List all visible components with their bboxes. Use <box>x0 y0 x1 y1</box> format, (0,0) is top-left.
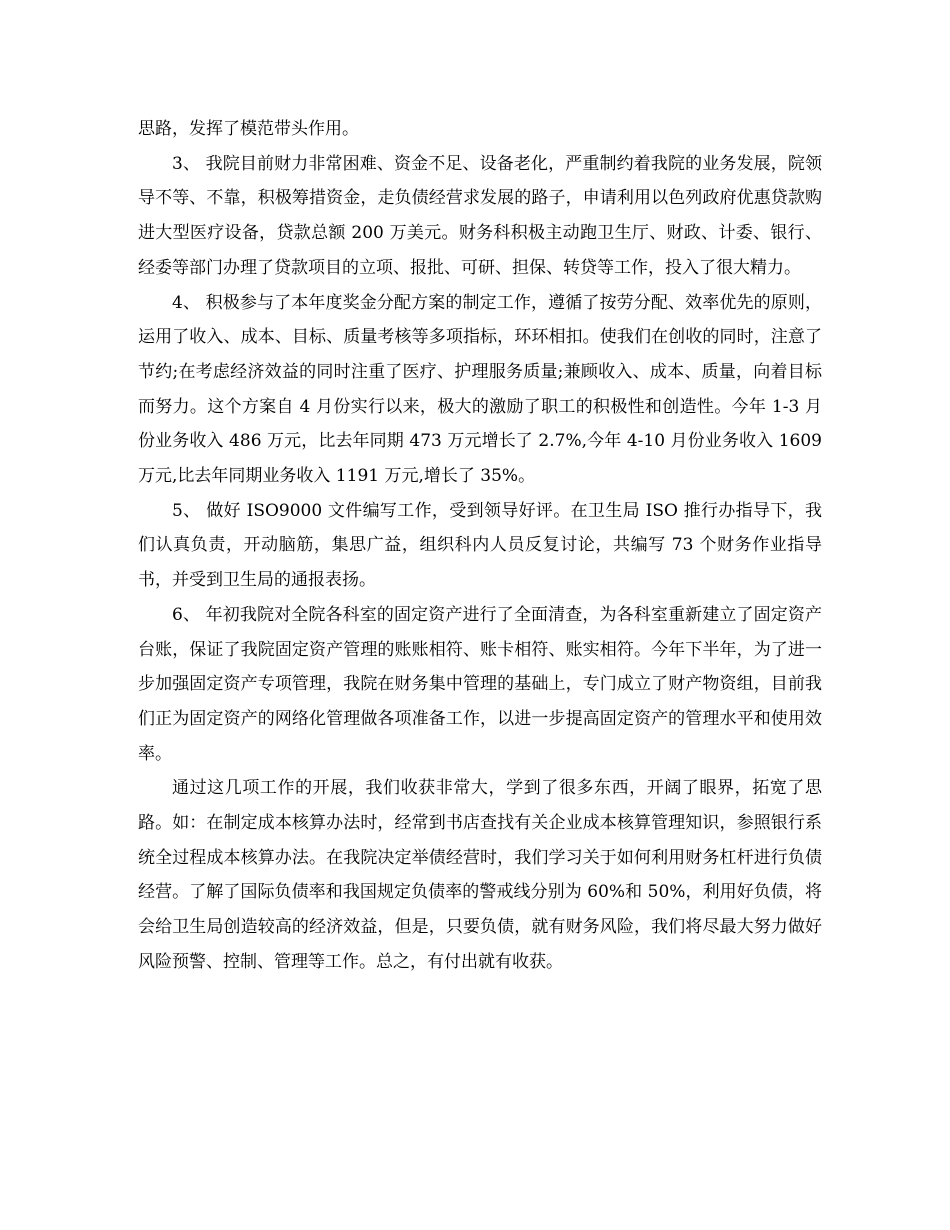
paragraph-item-3: 3、 我院目前财力非常困难、资金不足、设备老化，严重制约着我院的业务发展，院领导不等、不靠，积极筹措资金，走负债经营求发展的路子，申请利用以色列政府优惠贷款购进大型医疗设备，贷款总额 200 万美元。财务科积极主动跑卫生厅、财政、计委、银行、经委等部门办理了贷款项目的立项、报批、可研、担保、转贷等工作，投入了很大精力。 <box>138 153 822 278</box>
paragraph-item-5: 5、 做好 ISO9000 文件编写工作，受到领导好评。在卫生局 ISO 推行办指导下，我们认真负责，开动脑筋，集思广益，组织科内人员反复讨论，共编写 73 个财务作业指导书，并受到卫生局的通报表扬。 <box>138 500 822 591</box>
paragraph-continuation: 思路，发挥了模范带头作用。 <box>138 119 359 139</box>
document-page <box>138 112 822 980</box>
paragraph-summary: 通过这几项工作的开展，我们收获非常大，学到了很多东西，开阔了眼界，拓宽了思路。如：在制定成本核算办法时，经常到书店查找有关企业成本核算管理知识，参照银行系统全过程成本核算办法。在我院决定举债经营时，我们学习关于如何利用财务杠杆进行负债经营。了解了国际负债率和我国规定负债率的警戒线分别为 60%和 50%，利用好负债，将会给卫生局创造较高的经济效益，但是，只要负债，就有财务风险，我们将尽最大努力做好风险预警、控制、管理等工作。总之，有付出就有收获。 <box>138 778 822 972</box>
paragraph-item-4: 4、 积极参与了本年度奖金分配方案的制定工作，遵循了按劳分配、效率优先的原则，运用了收入、成本、目标、质量考核等多项指标，环环相扣。使我们在创收的同时，注意了节约;在考虑经济效益的同时注重了医疗、护理服务质量;兼顾收入、成本、质量，向着目标而努力。这个方案自 4 月份实行以来，极大的激励了职工的积极性和创造性。今年 1-3 月份业务收入 486 万元，比去年同期 473 万元增长了 2.7%,今年 4-10 月份业务收入 1609 万元,比去年同期业务收入 1191 万元,增长了 35%。 <box>138 292 822 487</box>
paragraph-item-6: 6、 年初我院对全院各科室的固定资产进行了全面清查，为各科室重新建立了固定资产台账，保证了我院固定资产管理的账账相符、账卡相符、账实相符。今年下半年，为了进一步加强固定资产专项管理，我院在财务集中管理的基础上，专门成立了财产物资组，目前我们正为固定资产的网络化管理做各项准备工作，以进一步提高固定资产的管理水平和使用效率。 <box>138 604 822 764</box>
